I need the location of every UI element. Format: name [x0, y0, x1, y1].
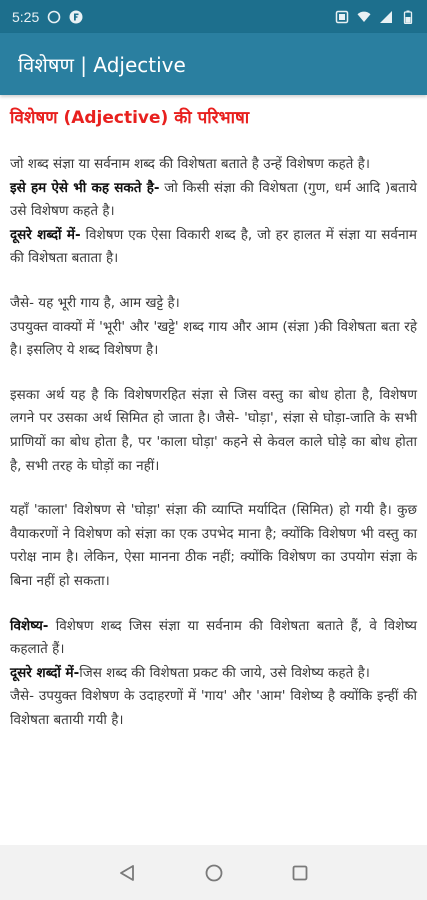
visheshya-example: जैसे- उपयुक्त विशेषण के उदाहरणों में 'गाय' और 'आम' विशेष्य है क्योंकि इन्हीं की विशेषता बतायी गयी है।: [10, 688, 417, 728]
definition-alt-text: जो किसी संज्ञा की विशेषता (गुण, धर्म आदि )बताये उसे विशेषण कहते है।: [10, 179, 417, 220]
app-bar: [0, 33, 427, 95]
scope-paragraph: यहाँ 'काला' विशेषण से 'घोड़ा' संज्ञा की व्याप्ति मर्यादित (सिमित) हो गयी है। कुछ वैयाकरणों ने विशेषण को संज्ञा का एक उपभेद माना है; क्योंकि विशेषण भी वस्तु का परोक्ष नाम है। लेकिन, ऐसा मानना ठीक नहीं; क्योंकि विशेषण का उपयोग संज्ञा के बिना नहीं हो सकता।: [10, 502, 417, 589]
circle-icon: [47, 10, 61, 24]
definition-paragraph: [10, 153, 417, 271]
recents-icon[interactable]: [287, 860, 313, 886]
article-content[interactable]: [0, 95, 427, 845]
meaning-paragraph: इसका अर्थ यह है कि विशेषणरहित संज्ञा से जिस वस्तु का बोध होता है, विशेषण लगने पर उसका अर्थ सिमित हो जाता है। जैसे- 'घोड़ा', संज्ञा से घोड़ा-जाति के सभी प्राणियों का बोध होता है, पर 'काला घोड़ा' कहने से केवल काले घोड़े का बोध होता है, सभी तरह के घोड़ों का नहीं।: [10, 386, 417, 474]
definition-alt-label: इसे हम ऐसे भी कह सकते है-: [10, 179, 160, 196]
status-time: 5:25: [12, 8, 40, 25]
page-title: विशेषण | Adjective: [18, 52, 186, 77]
visheshya-text: विशेषण शब्द जिस संज्ञा या सर्वनाम की विशेषता बताते हैं, वे विशेष्य कहलाते हैं।: [10, 617, 417, 658]
example-line: जैसे- यह भूरी गाय है, आम खट्टे है।: [10, 294, 180, 311]
signal-icon: [379, 10, 393, 24]
home-icon[interactable]: [201, 860, 227, 886]
screenshot-icon: [335, 10, 349, 24]
visheshya-other-label: दूसरे शब्दों में-: [10, 664, 80, 681]
wifi-icon: [357, 10, 371, 24]
app-notification-icon: [69, 10, 83, 24]
definition-other-text: विशेषण एक ऐसा विकारी शब्द है, जो हर हालत में संज्ञा या सर्वनाम की विशेषता बताता है।: [10, 226, 417, 267]
status-bar: [0, 0, 427, 33]
back-icon[interactable]: [115, 860, 141, 886]
definition-other-label: दूसरे शब्दों में-: [10, 226, 81, 243]
visheshya-paragraph: [10, 615, 417, 733]
visheshya-other-text: जिस शब्द की विशेषता प्रकट की जाये, उसे विशेष्य कहते है।: [79, 664, 370, 681]
example-explanation: उपयुक्त वाक्यों में 'भूरी' और 'खट्टे' शब्द गाय और आम (संज्ञा )की विशेषता बता रहे है। इसलिए ये शब्द विशेषण है।: [10, 318, 417, 359]
definition-text: जो शब्द संज्ञा या सर्वनाम शब्द की विशेषता बताते है उन्हें विशेषण कहते है।: [10, 156, 370, 172]
battery-icon: [401, 10, 415, 24]
example-paragraph: [10, 292, 417, 363]
article-heading: विशेषण (Adjective) की परिभाषा: [10, 108, 250, 128]
system-nav-bar: [0, 845, 427, 900]
visheshya-label: विशेष्य-: [10, 617, 49, 634]
